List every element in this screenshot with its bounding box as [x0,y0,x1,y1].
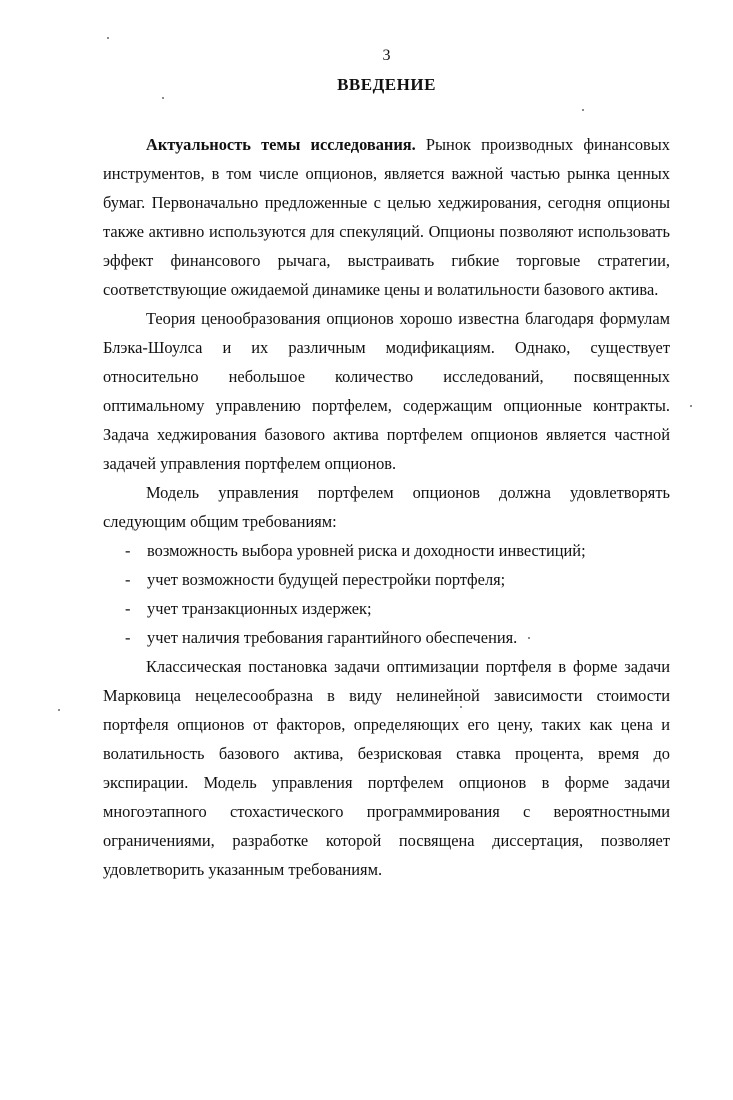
paragraph-markowitz: Классическая постановка задачи оптимизации портфеля в форме задачи Марковица нецелесообразна в виду нелинейной зависимости стоимости портфеля опционов от факторов, определяющих его цену, таких как цена и волатильность базового актива, безрисковая ставка процента, время до экспирации. Модель управления портфелем опционов в форме задачи многоэтапного стохастического программирования с вероятностными ограничениями, разработке которой посвящена диссертация, позволяет удовлетворить указанным требованиям. [103,657,670,879]
list-item: - учет наличия требования гарантийного обеспечения. [103,623,670,652]
requirements-list [103,536,670,652]
list-item: - возможность выбора уровней риска и доходности инвестиций; [103,536,670,565]
list-item: - учет транзакционных издержек; [103,594,670,623]
paragraph-text: Рынок производных финансовых инструментов, в том числе опционов, является важной частью рынка ценных бумаг. Первоначально предложенные с целью хеджирования, сегодня опционы также активно используются для спекуляций. Опционы позволяют использовать эффект финансового рычага, выстраивать гибкие торговые стратегии, соответствующие ожидаемой динамике цены и волатильности базового актива. [103,135,670,299]
list-dash: - [125,570,131,589]
scan-speck [528,637,530,639]
page-number: 3 [382,47,391,64]
list-item: - учет возможности будущей перестройки портфеля; [103,565,670,594]
scan-speck [58,709,60,711]
scan-speck [162,97,164,99]
paragraph-relevance [103,130,670,304]
list-dash: - [125,599,131,618]
paragraph-theory: Теория ценообразования опционов хорошо известна благодаря формулам Блэка-Шоулса и их различным модификациям. Однако, существует относительно небольшое количество исследований, посвященных оптимальному управлению портфелем, содержащим опционные контракты. Задача хеджирования базового актива портфелем опционов является частной задачей управления портфелем опционов. [103,309,670,473]
list-dash: - [125,541,131,560]
list-dash: - [125,628,131,647]
page-title: ВВЕДЕНИЕ [337,75,436,94]
scan-speck [582,109,584,111]
scan-speck [690,405,692,407]
paragraph-lead: Актуальность темы исследования. [146,135,416,154]
document-body [103,130,670,884]
paragraph-requirements: Модель управления портфелем опционов должна удовлетворять следующим общим требованиям: [103,483,670,531]
scan-speck [107,37,109,39]
scan-speck [460,706,462,708]
